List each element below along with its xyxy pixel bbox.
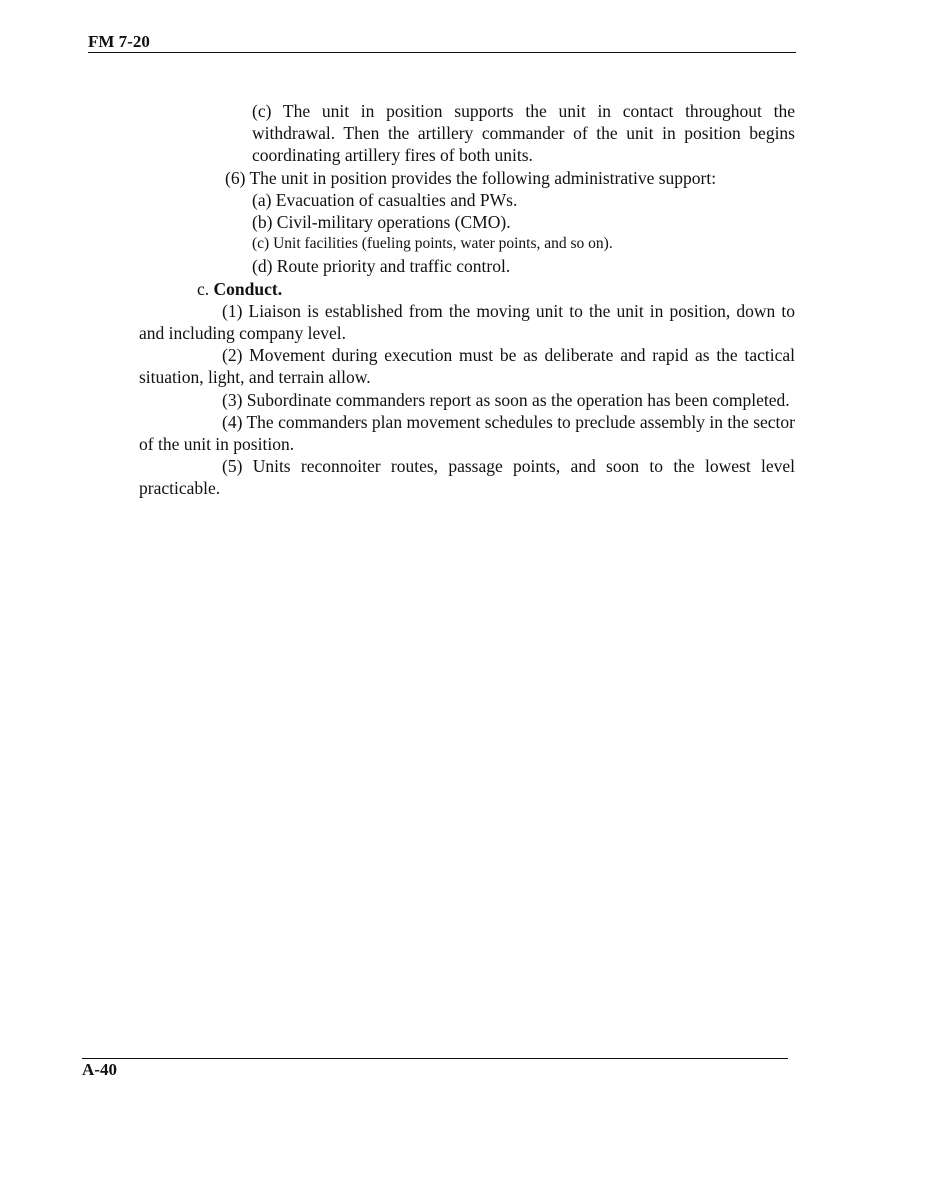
header-divider (88, 52, 796, 53)
paragraph-6c-label: (c) (252, 101, 272, 121)
conduct-paragraph-3: (3) Subordinate commanders report as soon as the operation has been completed. (222, 389, 790, 410)
conduct-paragraph-2: (2) Movement during execution must be as deliberate and rapid as the tactical situation, light, and terrain allow. (139, 345, 795, 388)
page-number-footer: A-40 (82, 1060, 117, 1079)
document-id-header: FM 7-20 (88, 32, 150, 51)
paragraph-6c-text: The unit in position supports the unit in contact throughout the withdrawal. Then the artillery commander of the unit in position begins coordinating artillery fires of both units. (252, 101, 795, 166)
conduct-paragraph-1: (1) Liaison is established from the moving unit to the unit in position, down to and including company level. (139, 300, 795, 344)
section-c-prefix: c. (197, 278, 210, 299)
page-body (139, 100, 795, 500)
paragraph-6c (139, 100, 795, 167)
conduct-paragraph-5: (5) Units reconnoiter routes, passage points, and soon to the lowest level practicable. (139, 456, 795, 499)
section-c-heading (139, 278, 795, 300)
conduct-paragraph-4: (4) The commanders plan movement schedules to preclude assembly in the sector of the unit in position. (139, 411, 795, 455)
section-c-title: Conduct. (213, 278, 283, 299)
list-item-a: (a) Evacuation of casualties and PWs. (252, 189, 518, 210)
list-item-b: (b) Civil-military operations (CMO). (252, 212, 511, 233)
list-item-d: (d) Route priority and traffic control. (252, 256, 511, 277)
list-item-c: (c) Unit facilities (fueling points, water points, and so on). (252, 235, 613, 253)
paragraph-6: (6) The unit in position provides the following administrative support: (225, 167, 717, 188)
footer-divider (82, 1058, 788, 1059)
